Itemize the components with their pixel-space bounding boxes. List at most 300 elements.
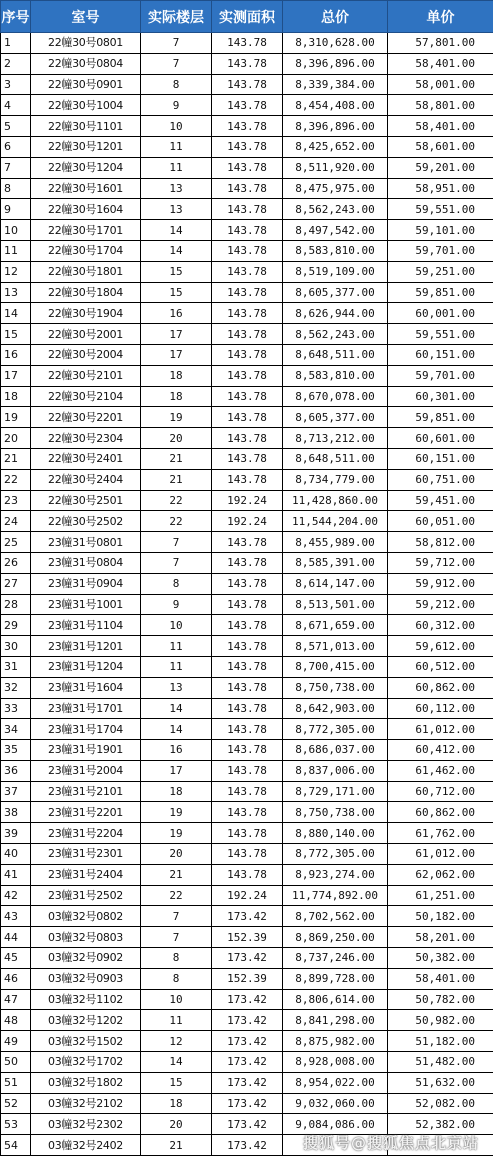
row-seq: 14	[1, 303, 31, 324]
row-total-price: 8,585,391.00	[283, 552, 388, 573]
row-room: 23幢31号2101	[31, 781, 141, 802]
row-unit-price: 59,212.00	[388, 594, 493, 615]
row-room: 22幢30号2004	[31, 344, 141, 365]
row-total-price: 8,511,920.00	[283, 157, 388, 178]
row-total-price: 8,396,896.00	[283, 116, 388, 137]
row-area: 143.78	[212, 365, 283, 386]
row-floor: 8	[141, 948, 212, 969]
row-area: 143.78	[212, 178, 283, 199]
row-floor: 8	[141, 573, 212, 594]
row-seq: 7	[1, 157, 31, 178]
row-area: 152.39	[212, 968, 283, 989]
row-seq: 11	[1, 240, 31, 261]
row-room: 22幢30号0901	[31, 74, 141, 95]
row-unit-price: 58,812.00	[388, 532, 493, 553]
row-total-price: 8,475,975.00	[283, 178, 388, 199]
table-row	[1, 906, 493, 927]
row-room: 03幢32号0803	[31, 927, 141, 948]
row-room: 23幢31号2201	[31, 802, 141, 823]
row-floor: 10	[141, 116, 212, 137]
row-seq: 15	[1, 324, 31, 345]
row-area: 192.24	[212, 885, 283, 906]
row-area: 143.78	[212, 136, 283, 157]
row-seq: 19	[1, 407, 31, 428]
row-floor: 17	[141, 324, 212, 345]
row-floor: 13	[141, 677, 212, 698]
row-room: 22幢30号0804	[31, 53, 141, 74]
row-room: 03幢32号1202	[31, 1010, 141, 1031]
watermark: 搜狐号@搜狐焦点北京站	[302, 1134, 479, 1152]
row-area: 143.78	[212, 698, 283, 719]
row-unit-price: 60,151.00	[388, 344, 493, 365]
row-room: 23幢31号0904	[31, 573, 141, 594]
row-room: 22幢30号2104	[31, 386, 141, 407]
row-room: 03幢32号1102	[31, 989, 141, 1010]
row-room: 22幢30号1601	[31, 178, 141, 199]
table-row	[1, 844, 493, 865]
row-seq: 34	[1, 719, 31, 740]
table-row	[1, 656, 493, 677]
row-room: 22幢30号2101	[31, 365, 141, 386]
table-row	[1, 864, 493, 885]
row-unit-price: 58,401.00	[388, 53, 493, 74]
table-row	[1, 490, 493, 511]
row-room: 23幢31号1701	[31, 698, 141, 719]
row-area: 143.78	[212, 303, 283, 324]
row-area: 143.78	[212, 781, 283, 802]
table-row	[1, 386, 493, 407]
row-room: 22幢30号2404	[31, 469, 141, 490]
row-area: 143.78	[212, 344, 283, 365]
row-area: 173.42	[212, 1135, 283, 1156]
row-floor: 21	[141, 864, 212, 885]
table-row	[1, 282, 493, 303]
table-row	[1, 573, 493, 594]
row-unit-price: 59,701.00	[388, 365, 493, 386]
row-total-price: 8,310,628.00	[283, 33, 388, 54]
row-area: 143.78	[212, 656, 283, 677]
row-unit-price: 60,601.00	[388, 428, 493, 449]
row-room: 23幢31号1201	[31, 636, 141, 657]
table-row	[1, 344, 493, 365]
row-floor: 17	[141, 344, 212, 365]
row-unit-price: 59,101.00	[388, 220, 493, 241]
row-total-price: 8,583,810.00	[283, 365, 388, 386]
row-unit-price: 59,851.00	[388, 282, 493, 303]
row-area: 143.78	[212, 823, 283, 844]
row-room: 22幢30号2201	[31, 407, 141, 428]
row-total-price: 8,648,511.00	[283, 448, 388, 469]
row-unit-price: 59,251.00	[388, 261, 493, 282]
row-room: 23幢31号1104	[31, 615, 141, 636]
row-seq: 39	[1, 823, 31, 844]
row-seq: 5	[1, 116, 31, 137]
row-area: 143.78	[212, 261, 283, 282]
row-area: 143.78	[212, 594, 283, 615]
row-area: 143.78	[212, 719, 283, 740]
table-row	[1, 968, 493, 989]
table-row	[1, 33, 493, 54]
row-room: 03幢32号0903	[31, 968, 141, 989]
row-total-price: 8,750,738.00	[283, 802, 388, 823]
row-unit-price: 58,801.00	[388, 95, 493, 116]
row-total-price: 8,562,243.00	[283, 199, 388, 220]
row-area: 173.42	[212, 1031, 283, 1052]
row-total-price: 9,084,086.00	[283, 1114, 388, 1135]
row-area: 143.78	[212, 282, 283, 303]
row-total-price: 8,713,212.00	[283, 428, 388, 449]
row-room: 22幢30号1801	[31, 261, 141, 282]
row-total-price: 8,686,037.00	[283, 740, 388, 761]
row-floor: 20	[141, 428, 212, 449]
row-floor: 21	[141, 1135, 212, 1156]
table-row	[1, 448, 493, 469]
row-seq: 43	[1, 906, 31, 927]
table-row	[1, 552, 493, 573]
row-unit-price: 51,182.00	[388, 1031, 493, 1052]
table-row	[1, 157, 493, 178]
row-room: 23幢31号1604	[31, 677, 141, 698]
table-row	[1, 927, 493, 948]
row-area: 143.78	[212, 802, 283, 823]
row-unit-price: 61,012.00	[388, 844, 493, 865]
row-total-price: 8,750,738.00	[283, 677, 388, 698]
table-row	[1, 199, 493, 220]
row-room: 22幢30号1704	[31, 240, 141, 261]
row-total-price: 8,700,415.00	[283, 656, 388, 677]
row-seq: 12	[1, 261, 31, 282]
table-row	[1, 1114, 493, 1135]
row-total-price: 8,519,109.00	[283, 261, 388, 282]
row-seq: 46	[1, 968, 31, 989]
row-unit-price: 59,912.00	[388, 573, 493, 594]
table-row	[1, 989, 493, 1010]
row-total-price: 8,648,511.00	[283, 344, 388, 365]
row-total-price: 8,605,377.00	[283, 282, 388, 303]
row-floor: 9	[141, 95, 212, 116]
row-total-price: 8,702,562.00	[283, 906, 388, 927]
row-room: 22幢30号2401	[31, 448, 141, 469]
row-area: 143.78	[212, 469, 283, 490]
table-row	[1, 636, 493, 657]
table-row	[1, 1010, 493, 1031]
row-floor: 14	[141, 220, 212, 241]
row-unit-price: 59,612.00	[388, 636, 493, 657]
row-total-price: 11,774,892.00	[283, 885, 388, 906]
row-floor: 10	[141, 615, 212, 636]
row-area: 143.78	[212, 573, 283, 594]
table-row	[1, 823, 493, 844]
row-floor: 15	[141, 261, 212, 282]
row-seq: 10	[1, 220, 31, 241]
row-total-price: 8,806,614.00	[283, 989, 388, 1010]
row-seq: 48	[1, 1010, 31, 1031]
row-floor: 8	[141, 74, 212, 95]
table-row	[1, 1052, 493, 1073]
row-floor: 13	[141, 199, 212, 220]
row-unit-price: 51,482.00	[388, 1052, 493, 1073]
row-area: 192.24	[212, 511, 283, 532]
row-total-price: 8,875,982.00	[283, 1031, 388, 1052]
row-unit-price: 62,062.00	[388, 864, 493, 885]
table-row	[1, 760, 493, 781]
row-unit-price: 59,701.00	[388, 240, 493, 261]
row-area: 143.78	[212, 386, 283, 407]
table-row	[1, 885, 493, 906]
row-total-price: 8,614,147.00	[283, 573, 388, 594]
row-floor: 7	[141, 927, 212, 948]
row-seq: 3	[1, 74, 31, 95]
row-total-price: 8,734,779.00	[283, 469, 388, 490]
row-unit-price: 59,451.00	[388, 490, 493, 511]
row-total-price: 8,425,652.00	[283, 136, 388, 157]
table-row	[1, 407, 493, 428]
row-seq: 28	[1, 594, 31, 615]
row-unit-price: 50,982.00	[388, 1010, 493, 1031]
row-floor: 22	[141, 885, 212, 906]
row-seq: 47	[1, 989, 31, 1010]
row-total-price: 8,455,989.00	[283, 532, 388, 553]
row-room: 23幢31号2301	[31, 844, 141, 865]
header-unit-price: 单价	[388, 1, 493, 33]
row-area: 143.78	[212, 74, 283, 95]
row-unit-price: 60,412.00	[388, 740, 493, 761]
header-seq: 序号	[1, 1, 31, 33]
row-seq: 50	[1, 1052, 31, 1073]
row-total-price: 8,626,944.00	[283, 303, 388, 324]
row-seq: 53	[1, 1114, 31, 1135]
row-unit-price: 52,082.00	[388, 1093, 493, 1114]
row-unit-price: 60,151.00	[388, 448, 493, 469]
table-row	[1, 95, 493, 116]
row-unit-price: 59,201.00	[388, 157, 493, 178]
row-floor: 11	[141, 136, 212, 157]
row-room: 03幢32号0802	[31, 906, 141, 927]
row-room: 23幢31号0804	[31, 552, 141, 573]
row-floor: 16	[141, 303, 212, 324]
table-row	[1, 1093, 493, 1114]
row-room: 22幢30号2304	[31, 428, 141, 449]
row-floor: 11	[141, 157, 212, 178]
row-room: 23幢31号1001	[31, 594, 141, 615]
table-body	[1, 33, 493, 1156]
row-floor: 11	[141, 1010, 212, 1031]
table-row	[1, 1135, 493, 1156]
row-room: 22幢30号1101	[31, 116, 141, 137]
row-area: 143.78	[212, 324, 283, 345]
row-area: 143.78	[212, 760, 283, 781]
row-room: 03幢32号1502	[31, 1031, 141, 1052]
row-unit-price: 58,951.00	[388, 178, 493, 199]
row-area: 143.78	[212, 157, 283, 178]
row-room: 03幢32号1802	[31, 1072, 141, 1093]
row-floor: 18	[141, 365, 212, 386]
table-row	[1, 698, 493, 719]
table-row	[1, 594, 493, 615]
row-seq: 16	[1, 344, 31, 365]
table-row	[1, 303, 493, 324]
row-total-price: 8,729,171.00	[283, 781, 388, 802]
row-seq: 45	[1, 948, 31, 969]
header-total-price: 总价	[283, 1, 388, 33]
row-floor: 18	[141, 781, 212, 802]
row-total-price: 8,923,274.00	[283, 864, 388, 885]
row-unit-price: 61,251.00	[388, 885, 493, 906]
row-area: 173.42	[212, 1052, 283, 1073]
table-row	[1, 1072, 493, 1093]
row-seq: 35	[1, 740, 31, 761]
row-area: 173.42	[212, 906, 283, 927]
row-floor: 14	[141, 240, 212, 261]
row-floor: 18	[141, 1093, 212, 1114]
row-room: 22幢30号2001	[31, 324, 141, 345]
row-seq: 25	[1, 532, 31, 553]
table-row	[1, 324, 493, 345]
row-floor: 22	[141, 490, 212, 511]
row-unit-price: 50,182.00	[388, 906, 493, 927]
row-floor: 10	[141, 989, 212, 1010]
row-unit-price: 60,751.00	[388, 469, 493, 490]
row-total-price: 8,869,250.00	[283, 927, 388, 948]
table-row	[1, 615, 493, 636]
row-unit-price: 58,401.00	[388, 968, 493, 989]
row-room: 22幢30号1804	[31, 282, 141, 303]
row-area: 143.78	[212, 636, 283, 657]
row-floor: 9	[141, 594, 212, 615]
row-unit-price: 50,382.00	[388, 948, 493, 969]
row-floor: 15	[141, 1072, 212, 1093]
row-total-price: 8,837,006.00	[283, 760, 388, 781]
row-seq: 26	[1, 552, 31, 573]
row-room: 23幢31号2204	[31, 823, 141, 844]
row-unit-price: 60,712.00	[388, 781, 493, 802]
row-room: 23幢31号2404	[31, 864, 141, 885]
row-unit-price: 60,312.00	[388, 615, 493, 636]
row-room: 23幢31号1704	[31, 719, 141, 740]
header-floor: 实际楼层	[141, 1, 212, 33]
row-unit-price: 59,551.00	[388, 199, 493, 220]
row-total-price: 8,562,243.00	[283, 324, 388, 345]
row-floor: 12	[141, 1031, 212, 1052]
row-room: 03幢32号1702	[31, 1052, 141, 1073]
row-area: 143.78	[212, 199, 283, 220]
table-row	[1, 740, 493, 761]
row-room: 22幢30号1904	[31, 303, 141, 324]
row-total-price: 8,497,542.00	[283, 220, 388, 241]
row-seq: 13	[1, 282, 31, 303]
row-unit-price: 60,862.00	[388, 677, 493, 698]
table-row	[1, 136, 493, 157]
table-row	[1, 781, 493, 802]
table-row	[1, 178, 493, 199]
row-area: 143.78	[212, 240, 283, 261]
row-unit-price: 60,051.00	[388, 511, 493, 532]
row-unit-price: 60,301.00	[388, 386, 493, 407]
row-area: 143.78	[212, 740, 283, 761]
row-floor: 7	[141, 33, 212, 54]
row-floor: 7	[141, 552, 212, 573]
row-seq: 4	[1, 95, 31, 116]
row-unit-price: 61,462.00	[388, 760, 493, 781]
row-floor: 7	[141, 906, 212, 927]
row-total-price: 8,880,140.00	[283, 823, 388, 844]
row-room: 03幢32号2302	[31, 1114, 141, 1135]
row-seq: 21	[1, 448, 31, 469]
row-unit-price: 59,851.00	[388, 407, 493, 428]
row-unit-price: 59,712.00	[388, 552, 493, 573]
row-seq: 24	[1, 511, 31, 532]
row-seq: 54	[1, 1135, 31, 1156]
row-unit-price: 58,601.00	[388, 136, 493, 157]
row-seq: 38	[1, 802, 31, 823]
row-area: 143.78	[212, 407, 283, 428]
row-seq: 40	[1, 844, 31, 865]
row-floor: 11	[141, 656, 212, 677]
row-seq: 1	[1, 33, 31, 54]
row-floor: 14	[141, 698, 212, 719]
row-seq: 37	[1, 781, 31, 802]
row-seq: 36	[1, 760, 31, 781]
row-total-price: 8,928,008.00	[283, 1052, 388, 1073]
row-floor: 20	[141, 1114, 212, 1135]
row-seq: 9	[1, 199, 31, 220]
row-seq: 29	[1, 615, 31, 636]
row-area: 143.78	[212, 677, 283, 698]
row-total-price: 8,671,659.00	[283, 615, 388, 636]
row-seq: 18	[1, 386, 31, 407]
row-unit-price: 58,201.00	[388, 927, 493, 948]
table-row	[1, 1031, 493, 1052]
row-unit-price: 50,782.00	[388, 989, 493, 1010]
row-area: 143.78	[212, 95, 283, 116]
row-unit-price: 57,801.00	[388, 33, 493, 54]
row-total-price: 8,841,298.00	[283, 1010, 388, 1031]
row-area: 143.78	[212, 532, 283, 553]
row-area: 173.42	[212, 1072, 283, 1093]
row-seq: 31	[1, 656, 31, 677]
table-row	[1, 365, 493, 386]
table-row	[1, 74, 493, 95]
row-seq: 22	[1, 469, 31, 490]
row-unit-price: 59,551.00	[388, 324, 493, 345]
row-total-price: 8,571,013.00	[283, 636, 388, 657]
row-room: 22幢30号0801	[31, 33, 141, 54]
row-seq: 2	[1, 53, 31, 74]
row-floor: 20	[141, 844, 212, 865]
row-unit-price: 60,112.00	[388, 698, 493, 719]
row-unit-price: 61,762.00	[388, 823, 493, 844]
row-total-price: 8,396,896.00	[283, 53, 388, 74]
row-area: 143.78	[212, 844, 283, 865]
row-seq: 30	[1, 636, 31, 657]
row-seq: 44	[1, 927, 31, 948]
row-seq: 23	[1, 490, 31, 511]
row-room: 23幢31号0801	[31, 532, 141, 553]
row-area: 143.78	[212, 864, 283, 885]
row-total-price: 8,339,384.00	[283, 74, 388, 95]
row-room: 03幢32号2102	[31, 1093, 141, 1114]
row-room: 22幢30号1604	[31, 199, 141, 220]
row-seq: 8	[1, 178, 31, 199]
row-seq: 33	[1, 698, 31, 719]
row-unit-price: 61,012.00	[388, 719, 493, 740]
row-total-price: 8,642,903.00	[283, 698, 388, 719]
table-row	[1, 428, 493, 449]
row-area: 143.78	[212, 448, 283, 469]
table-row	[1, 469, 493, 490]
row-total-price: 9,032,060.00	[283, 1093, 388, 1114]
row-unit-price: 58,001.00	[388, 74, 493, 95]
